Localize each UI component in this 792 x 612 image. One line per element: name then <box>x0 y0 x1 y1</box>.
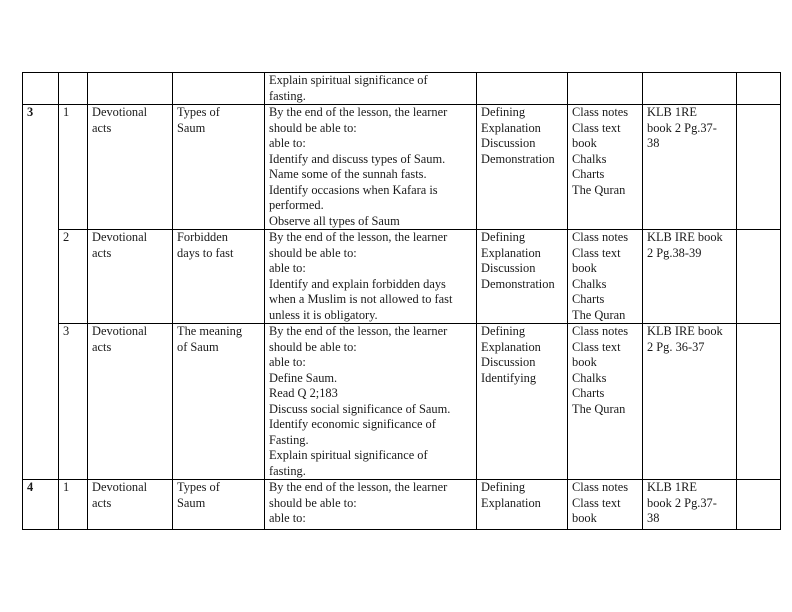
objectives-cell <box>265 73 477 105</box>
objectives-line: Explain spiritual significance of <box>269 448 428 462</box>
objectives-line: Discuss social significance of Saum. <box>269 401 451 416</box>
references-cell <box>643 324 737 480</box>
references-line: 38 <box>647 136 660 150</box>
objectives-line: Name some of the sunnah fasts. <box>269 167 427 181</box>
topic-line: Devotional <box>92 324 148 338</box>
lesson-cell: 1 <box>59 480 88 530</box>
objectives-line: Fasting. <box>269 432 309 447</box>
topic-cell <box>88 105 173 230</box>
scheme-of-work-table <box>22 72 781 530</box>
subtopic-line: days to fast <box>177 245 234 260</box>
activities-cell <box>477 105 568 230</box>
activities-line: Discussion <box>481 261 536 275</box>
resources-line: Class text <box>572 495 621 510</box>
remarks-cell <box>737 105 781 230</box>
activities-cell <box>477 73 568 105</box>
resources-line: Charts <box>572 292 605 306</box>
topic-line: acts <box>92 120 112 135</box>
subtopic-line: The meaning <box>177 324 243 338</box>
resources-line: Charts <box>572 167 605 181</box>
resources-cell <box>568 73 643 105</box>
resources-line: The Quran <box>572 307 626 322</box>
objectives-line: able to: <box>269 261 306 275</box>
objectives-line: fasting. <box>269 88 306 103</box>
activities-line: Defining <box>481 480 526 494</box>
resources-line: Chalks <box>572 276 607 291</box>
objectives-cell <box>265 105 477 230</box>
objectives-line: Identify economic significance of <box>269 417 436 431</box>
objectives-line: should be able to: <box>269 120 357 135</box>
references-cell <box>643 480 737 530</box>
table-row <box>23 105 781 230</box>
activities-line: Explanation <box>481 120 541 135</box>
objectives-line: By the end of the lesson, the learner <box>269 480 448 494</box>
table-row <box>23 230 781 324</box>
objectives-line: Explain spiritual significance of <box>269 73 428 87</box>
topic-line: acts <box>92 495 112 510</box>
references-line: 2 Pg. 36-37 <box>647 339 705 354</box>
remarks-cell <box>737 324 781 480</box>
topic-line: Devotional <box>92 480 148 494</box>
objectives-line: when a Muslim is not allowed to fast <box>269 292 453 306</box>
subtopic-line: of Saum <box>177 339 219 354</box>
resources-line: book <box>572 136 597 150</box>
activities-line: Defining <box>481 324 526 338</box>
objectives-line: By the end of the lesson, the learner <box>269 324 448 338</box>
objectives-line: Read Q 2;183 <box>269 386 338 400</box>
objectives-line: Identify occasions when Kafara is <box>269 182 438 197</box>
objectives-line: should be able to: <box>269 245 357 260</box>
objectives-line: able to: <box>269 511 306 525</box>
subtopic-cell <box>173 73 265 105</box>
topic-cell <box>88 73 173 105</box>
references-cell <box>643 73 737 105</box>
topic-cell <box>88 480 173 530</box>
references-line: 38 <box>647 511 660 525</box>
resources-line: Class notes <box>572 480 629 494</box>
topic-line: Devotional <box>92 230 148 244</box>
objectives-line: unless it is obligatory. <box>269 307 378 322</box>
objectives-cell <box>265 324 477 480</box>
objectives-line: should be able to: <box>269 339 357 354</box>
resources-line: book <box>572 511 597 525</box>
references-cell <box>643 230 737 324</box>
topic-cell <box>88 324 173 480</box>
objectives-line: fasting. <box>269 463 306 478</box>
week-cell: 3 <box>23 105 59 480</box>
references-line: KLB IRE book <box>647 230 723 244</box>
table-row <box>23 324 781 480</box>
objectives-line: Identify and explain forbidden days <box>269 276 446 291</box>
activities-line: Explanation <box>481 339 541 354</box>
objectives-line: able to: <box>269 136 306 150</box>
references-line: 2 Pg.38-39 <box>647 245 702 260</box>
resources-line: book <box>572 261 597 275</box>
objectives-line: Define Saum. <box>269 370 338 385</box>
topic-cell <box>88 230 173 324</box>
objectives-line: should be able to: <box>269 495 357 510</box>
references-cell <box>643 105 737 230</box>
resources-cell <box>568 480 643 530</box>
references-line: KLB 1RE <box>647 480 697 494</box>
subtopic-cell <box>173 230 265 324</box>
activities-line: Defining <box>481 105 526 119</box>
subtopic-cell <box>173 324 265 480</box>
activities-line: Identifying <box>481 370 537 385</box>
subtopic-line: Types of <box>177 480 220 494</box>
week-cell <box>23 73 59 105</box>
resources-line: book <box>572 355 597 369</box>
objectives-cell <box>265 480 477 530</box>
activities-line: Explanation <box>481 245 541 260</box>
resources-cell <box>568 230 643 324</box>
resources-line: Class text <box>572 120 621 135</box>
lesson-cell: 2 <box>59 230 88 324</box>
lesson-cell <box>59 73 88 105</box>
topic-line: Devotional <box>92 105 148 119</box>
references-line: book 2 Pg.37- <box>647 120 717 135</box>
resources-line: Charts <box>572 386 605 400</box>
resources-line: Class text <box>572 339 621 354</box>
resources-line: Class notes <box>572 230 629 244</box>
references-line: KLB IRE book <box>647 324 723 338</box>
subtopic-line: Saum <box>177 120 206 135</box>
remarks-cell <box>737 480 781 530</box>
objectives-line: Observe all types of Saum <box>269 213 400 228</box>
resources-line: Class notes <box>572 324 629 338</box>
activities-line: Discussion <box>481 355 536 369</box>
subtopic-cell <box>173 480 265 530</box>
lesson-cell: 1 <box>59 105 88 230</box>
resources-line: The Quran <box>572 182 626 197</box>
topic-line: acts <box>92 339 112 354</box>
resources-line: Class notes <box>572 105 629 119</box>
resources-line: Class text <box>572 245 621 260</box>
references-line: book 2 Pg.37- <box>647 495 717 510</box>
objectives-line: Identify and discuss types of Saum. <box>269 151 446 166</box>
subtopic-line: Saum <box>177 495 206 510</box>
objectives-cell <box>265 230 477 324</box>
remarks-cell <box>737 230 781 324</box>
week-cell: 4 <box>23 480 59 530</box>
activities-line: Demonstration <box>481 151 555 166</box>
objectives-line: By the end of the lesson, the learner <box>269 230 448 244</box>
activities-line: Defining <box>481 230 526 244</box>
activities-line: Demonstration <box>481 276 555 291</box>
subtopic-cell <box>173 105 265 230</box>
activities-line: Explanation <box>481 495 541 510</box>
table-row <box>23 73 781 105</box>
resources-line: Chalks <box>572 151 607 166</box>
references-line: KLB 1RE <box>647 105 697 119</box>
resources-cell <box>568 324 643 480</box>
topic-line: acts <box>92 245 112 260</box>
resources-line: The Quran <box>572 401 626 416</box>
resources-line: Chalks <box>572 370 607 385</box>
subtopic-line: Types of <box>177 105 220 119</box>
objectives-line: able to: <box>269 355 306 369</box>
lesson-cell: 3 <box>59 324 88 480</box>
activities-cell <box>477 324 568 480</box>
objectives-line: performed. <box>269 198 324 212</box>
resources-cell <box>568 105 643 230</box>
activities-line: Discussion <box>481 136 536 150</box>
activities-cell <box>477 230 568 324</box>
table-row <box>23 480 781 530</box>
remarks-cell <box>737 73 781 105</box>
objectives-line: By the end of the lesson, the learner <box>269 105 448 119</box>
subtopic-line: Forbidden <box>177 230 228 244</box>
activities-cell <box>477 480 568 530</box>
